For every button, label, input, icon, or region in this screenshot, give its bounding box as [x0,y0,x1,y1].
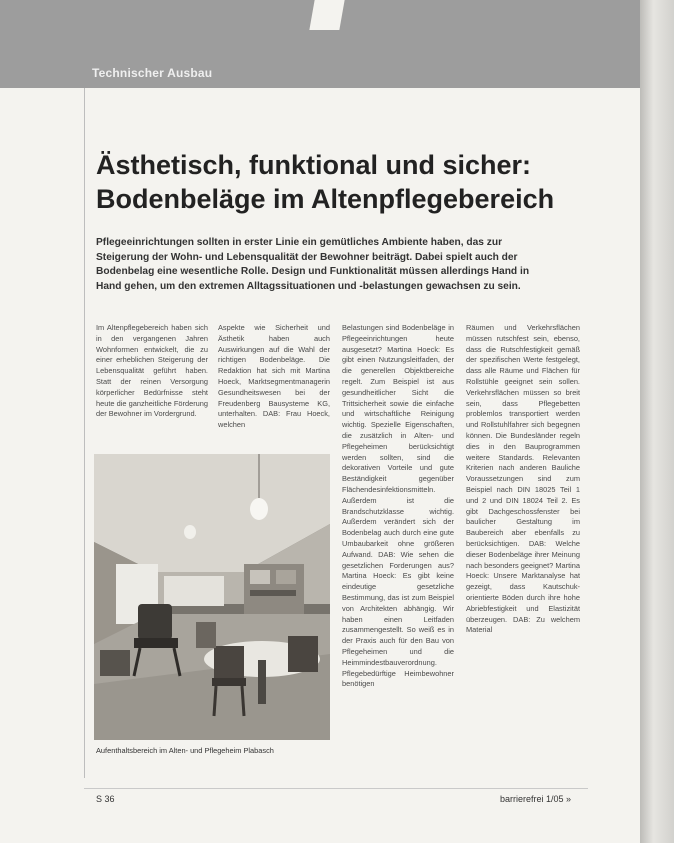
facing-page-edge [640,0,674,843]
footer-rule [84,788,588,789]
room-photo-illustration [94,454,330,740]
lead-paragraph: Pflegeeinrichtungen sollten in erster Linie ein gemütliches Ambiente haben, das zur Steigerung der Wohn- und Lebensqualität der Bewohner beiträgt. Dabei spielt auch der Bodenbelag eine wesentliche Rolle. Design und Funktionalität müssen allerdings Hand in Hand gehen, um den extremen Alltagssituationen und -belastungen gewachsen zu sein. [96,237,530,292]
body-column-2: Aspekte wie Sicherheit und Ästhetik haben auch Auswirkungen auf die Wahl der richtigen Bodenbeläge. Die Redaktion hat sich mit Martina Hoeck, Marktsegmentmanagerin Gesundheitswesen bei der Freudenberg Bausysteme KG, unterhalten. DAB: Frau Hoeck, welchen [218,323,330,430]
photo-caption: Aufenthaltsbereich im Alten- und Pflegeheim Plabasch [96,746,274,755]
body-column-1: Im Altenpflegebereich haben sich in den vergangenen Jahren Wohnformen entwickelt, die zu einer erheblichen Steigerung der Lebensqualität geführt haben. Statt der reinen Versorgung körperlicher Bedürfnisse steht heute die ganzheitliche Förderung der Bewohner im Vordergrund. [96,323,208,419]
body-column-3: Belastungen sind Bodenbeläge in Pflegeeinrichtungen heute ausgesetzt? Martina Hoeck: Es gibt einen Nutzungsleitfaden, der die generellen Objektbereiche regelt. Zum Beispiel ist aus gesundheitlicher Sicht die Trittsicherheit sowie die einfache und wirtschaftliche Reinigung wichtig. Spezielle Eigenschaften, die zusätzlich in Alten- und Pflegeheimen berücksichtigt werden sollten, sind die dekorativen Vorteile und gute Beständigkeit gegenüber Flächendesinfektionsmitteln. Außerdem ist die Brandschutzklasse wichtig. Außerdem verändert sich der Bodenbelag auch durch eine gute Umbaubarkeit ohne größeren Aufwand. DAB: Wie sehen die gesetzlichen Forderungen aus? Martina Hoeck: Es gibt keine eindeutige gesetzliche Bestimmung, das ist zum Beispiel von Architekten abhängig. Wir haben einen Leitfaden zusammengestellt. So weiß es in der Praxis auch für den Bau von Pflegeheimen und die Heimmindestbauverordnung. Pflegebedürftige Heimbewohner benötigen [342,323,454,689]
footer-issue: barrierefrei 1/05 » [500,794,572,804]
title-line-2: Bodenbeläge im Altenpflegebereich [96,184,555,214]
room-photo [94,454,330,740]
gutter-line [84,88,85,778]
article-title [96,148,566,216]
body-column-4: Räumen und Verkehrsflächen müssen rutschfest sein, ebenso, dass die Rutschfestigkeit gemäß der spezifischen Werte festgelegt, dass alle Räume und Flächen für Rollstühle geeignet sein sollen. Verkehrsflächen müssen so breit sein, dass Pflegebetten problemlos transportiert werden und Rollstuhlfahrer sich begegnen können. Die Bundesländer regeln dies in den Bauprogrammen weitere Standards. Relevanten Kriterien nach anderen Bauliche Voraussetzungen sind zum Beispiel nach DIN 18025 Teil 1 und 2 und DIN 18024 Teil 2. Es gibt Dachgeschossfenster bei baulicher Gestaltung im Baubereich aber ebenfalls zu berücksichtigen. DAB: Welche dieser Bodenbeläge ihrer Meinung nach besonders geeignet? Martina Hoeck: Unsere Marktanalyse hat gezeigt, dass Kautschuk-orientierte Böden durch ihre hohe Abriebfestigkeit und Elastizität überzeugen. DAB: Zu welchem Material [466,323,580,635]
scan-mark [309,0,344,30]
section-label: Technischer Ausbau [92,66,213,80]
title-line-1: Ästhetisch, funktional und sicher: [96,150,532,180]
page-number: S 36 [96,794,115,804]
